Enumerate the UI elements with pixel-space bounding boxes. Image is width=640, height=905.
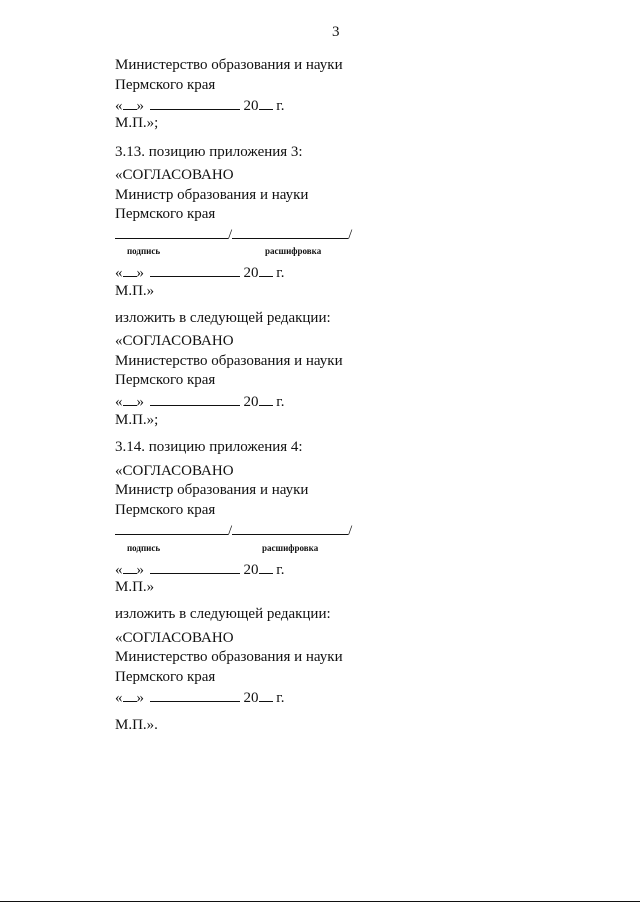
block3-date-line — [115, 391, 284, 411]
year-blank — [259, 95, 273, 110]
year-blank — [259, 687, 273, 702]
year-prefix: 20 — [243, 394, 259, 410]
day-blank — [123, 687, 137, 702]
year-prefix: 20 — [243, 98, 259, 114]
date-close-quote: » — [136, 98, 144, 114]
signature-slash-end: / — [348, 227, 353, 243]
date-open-quote: « — [115, 394, 123, 410]
decode-blank — [232, 224, 348, 239]
month-blank — [150, 559, 240, 574]
day-blank — [123, 559, 137, 574]
block3-mp: М.П.»; — [115, 412, 159, 428]
block4-minister-line: Министр образования и науки — [115, 482, 309, 498]
block3-ministry-line: Министерство образования и науки — [115, 353, 343, 369]
block2-date-line — [115, 262, 284, 282]
block4-date-line — [115, 559, 284, 579]
item-3-13-heading: 3.13. позицию приложения 3: — [115, 144, 303, 160]
signature-slash: / — [228, 523, 233, 539]
block4-caption-decode: расшифровка — [262, 543, 319, 553]
year-suffix: г. — [276, 394, 285, 410]
date-open-quote: « — [115, 562, 123, 578]
block2-caption-decode: расшифровка — [265, 246, 322, 256]
signature-blank — [115, 520, 228, 535]
day-blank — [123, 95, 137, 110]
date-open-quote: « — [115, 690, 123, 706]
block4-caption-sign: подпись — [127, 543, 161, 553]
signature-slash: / — [228, 227, 233, 243]
replace-instruction-2: изложить в следующей редакции: — [115, 606, 331, 622]
year-suffix: г. — [276, 562, 285, 578]
month-blank — [150, 262, 240, 277]
month-blank — [150, 391, 240, 406]
page-number: 3 — [332, 24, 340, 40]
item-3-14-heading: 3.14. позицию приложения 4: — [115, 439, 303, 455]
block1-date-line — [115, 95, 284, 115]
block5-agreed: «СОГЛАСОВАНО — [115, 630, 234, 646]
month-blank — [150, 95, 240, 110]
block2-caption-sign: подпись — [127, 246, 161, 256]
date-close-quote: » — [136, 562, 144, 578]
year-suffix: г. — [276, 265, 285, 281]
block5-date-line — [115, 687, 284, 707]
block2-agreed: «СОГЛАСОВАНО — [115, 167, 234, 183]
decode-blank — [232, 520, 348, 535]
bottom-edge-rule — [0, 901, 640, 902]
date-open-quote: « — [115, 265, 123, 281]
block5-ministry-line: Министерство образования и науки — [115, 649, 343, 665]
year-suffix: г. — [276, 690, 285, 706]
signature-blank — [115, 224, 228, 239]
block5-mp: М.П.». — [115, 717, 158, 733]
block1-ministry-line: Министерство образования и науки — [115, 57, 343, 73]
block5-region-line: Пермского края — [115, 669, 216, 685]
block3-agreed: «СОГЛАСОВАНО — [115, 333, 234, 349]
block4-signature-line — [115, 520, 352, 540]
block4-mp: М.П.» — [115, 579, 155, 595]
block1-mp: М.П.»; — [115, 115, 159, 131]
year-prefix: 20 — [243, 562, 259, 578]
block2-signature-line — [115, 224, 352, 244]
date-close-quote: » — [136, 690, 144, 706]
day-blank — [123, 391, 137, 406]
block4-region-line: Пермского края — [115, 502, 216, 518]
block2-mp: М.П.» — [115, 283, 155, 299]
block4-agreed: «СОГЛАСОВАНО — [115, 463, 234, 479]
signature-slash-end: / — [348, 523, 353, 539]
date-open-quote: « — [115, 98, 123, 114]
year-prefix: 20 — [243, 690, 259, 706]
year-blank — [259, 391, 273, 406]
block3-region-line: Пермского края — [115, 372, 216, 388]
replace-instruction-1: изложить в следующей редакции: — [115, 310, 331, 326]
month-blank — [150, 687, 240, 702]
block2-region-line: Пермского края — [115, 206, 216, 222]
date-close-quote: » — [136, 265, 144, 281]
year-suffix: г. — [276, 98, 285, 114]
block1-region-line: Пермского края — [115, 77, 216, 93]
year-prefix: 20 — [243, 265, 259, 281]
day-blank — [123, 262, 137, 277]
date-close-quote: » — [136, 394, 144, 410]
year-blank — [259, 559, 273, 574]
year-blank — [259, 262, 273, 277]
block2-minister-line: Министр образования и науки — [115, 187, 309, 203]
